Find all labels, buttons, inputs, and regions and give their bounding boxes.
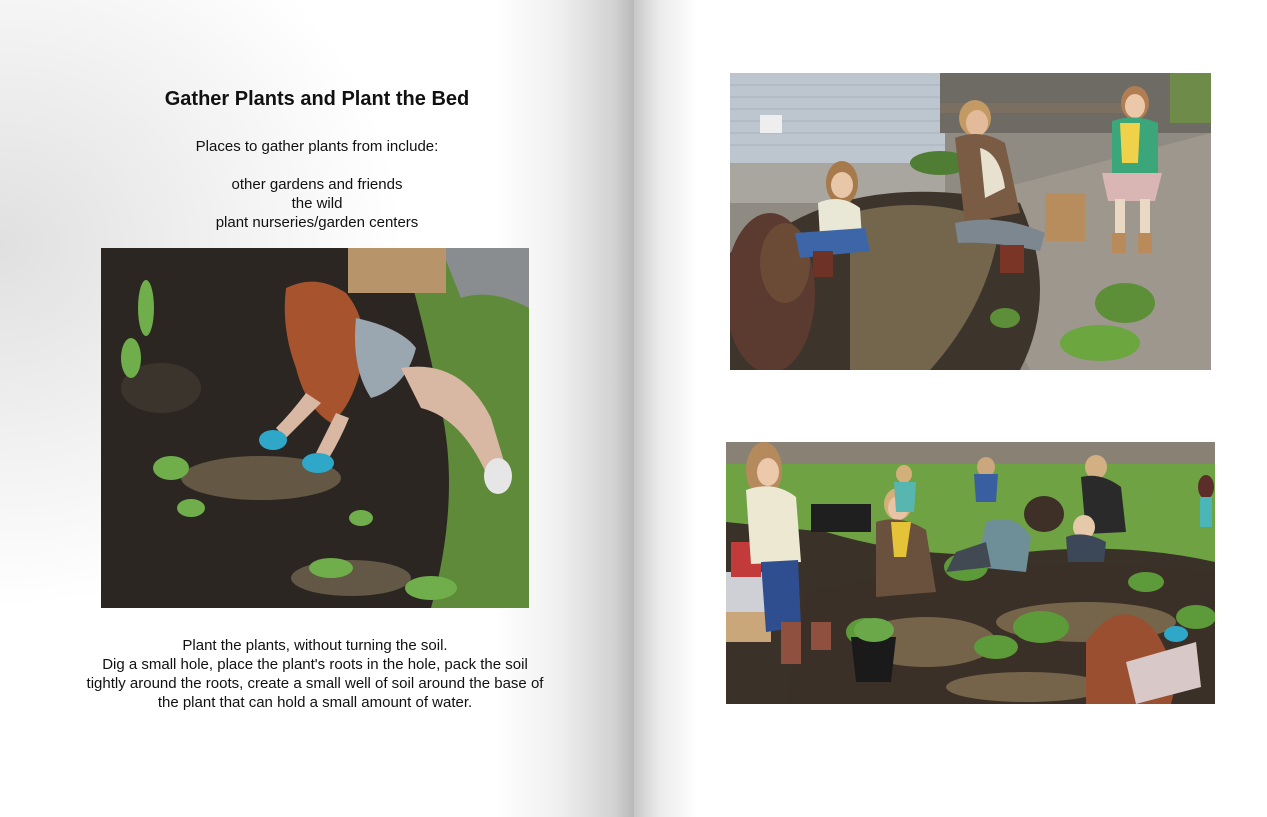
photo-child-planting [101, 248, 529, 608]
source-item: the wild [291, 195, 343, 212]
instruction-line: Plant the plants, without turning the soil. [182, 637, 448, 654]
source-item: other gardens and friends [231, 176, 403, 193]
photo-woman-and-children [730, 73, 1211, 370]
instruction-line: the plant that can hold a small amount of water. [157, 694, 473, 711]
source-item: plant nurseries/garden centers [215, 214, 419, 231]
intro-text: Places to gather plants from include: [195, 138, 439, 155]
plant-sources-list [0, 175, 634, 232]
instruction-line: Dig a small hole, place the plant's roots in the hole, pack the soil [102, 656, 528, 673]
instruction-line: tightly around the roots, create a small well of soil around the base of [86, 675, 544, 692]
planting-instructions [70, 636, 560, 712]
photo-group-planting [726, 442, 1215, 704]
page-title: Gather Plants and Plant the Bed [164, 88, 470, 110]
